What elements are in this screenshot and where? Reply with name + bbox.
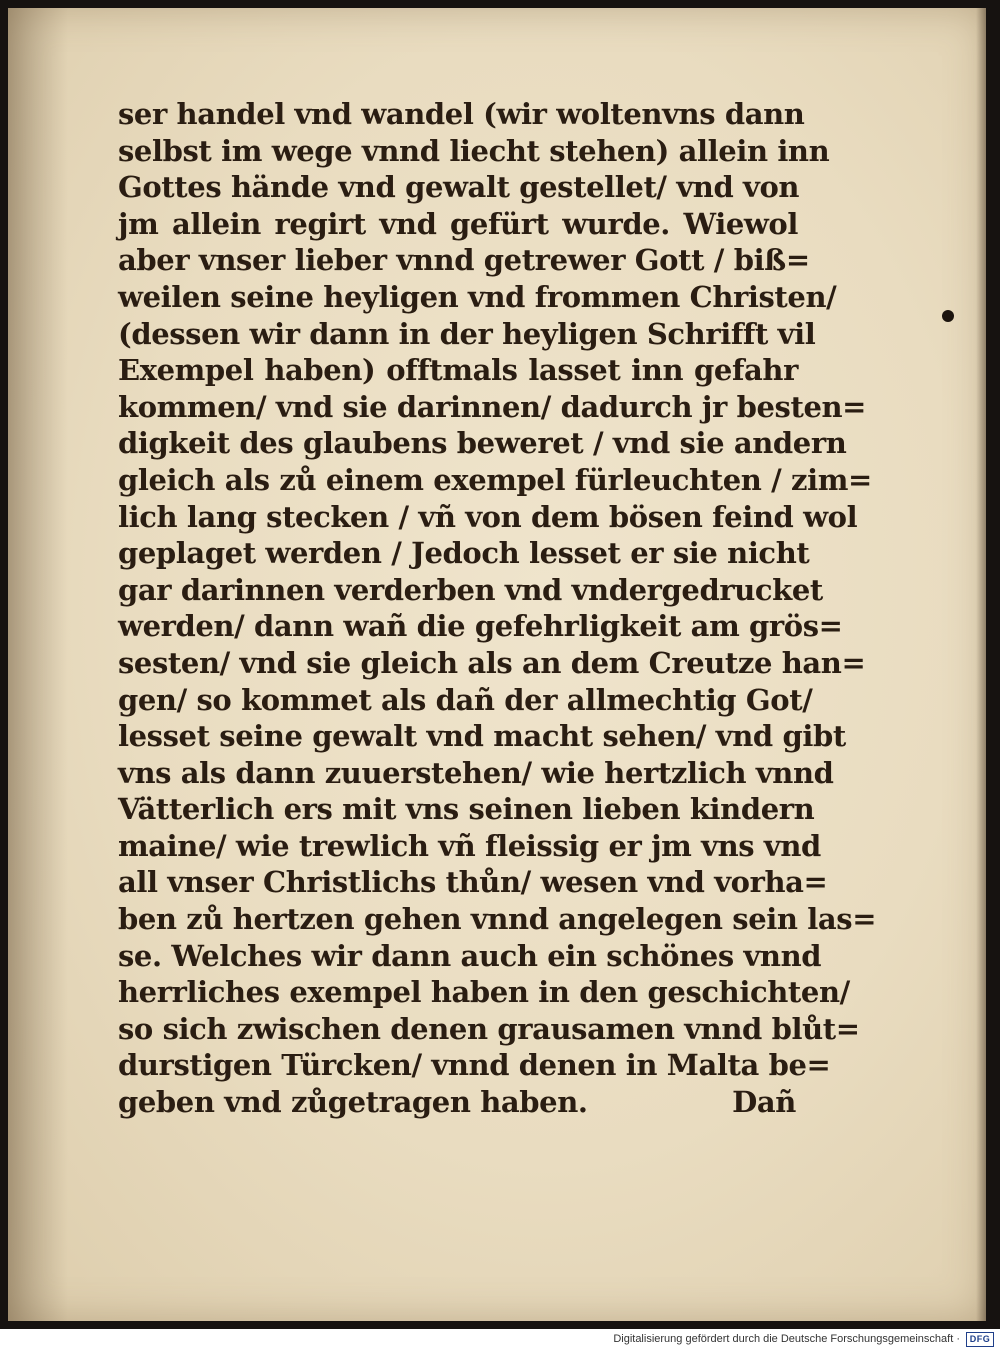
catchword: Dañ bbox=[732, 1085, 796, 1120]
text-line: all vnser Christlichs thůn/ wesen vnd vorha= bbox=[118, 865, 828, 900]
text-line: gleich als zů einem exempel fürleuchten / zim= bbox=[118, 462, 872, 497]
book-page bbox=[8, 8, 986, 1321]
text-line: gen/ so kommet als dañ der allmechtig Got/ bbox=[118, 682, 813, 717]
text-line: vns als dann zuuerstehen/ wie hertzlich vnnd bbox=[118, 755, 834, 790]
text-line: lesset seine gewalt vnd macht sehen/ vnd gibt bbox=[118, 719, 846, 754]
text-line-last bbox=[118, 1084, 798, 1121]
page-text bbox=[118, 96, 877, 1121]
text-line: ser handel vnd wandel (wir woltenvns dann bbox=[118, 97, 805, 131]
text-line: ben zů hertzen gehen vnnd angelegen sein las= bbox=[118, 902, 877, 937]
text-line: maine/ wie trewlich vñ fleissig er jm vns vnd bbox=[118, 828, 821, 863]
text-line: lich lang stecken / vñ von dem bösen feind wol bbox=[118, 499, 858, 534]
text-line: gar darinnen verderben vnd vndergedrucket bbox=[118, 572, 823, 607]
gutter-shadow bbox=[8, 8, 68, 1321]
text-line: so sich zwischen denen grausamen vnnd blůt= bbox=[118, 1011, 860, 1046]
text-line: geplaget werden / Jedoch lesset er sie nicht bbox=[118, 536, 810, 571]
text-line: herrliches exempel haben in den geschichten/ bbox=[118, 975, 850, 1010]
text-line: Exempel haben) offtmals lasset inn gefahr bbox=[118, 353, 798, 388]
dfg-logo-icon: DFG bbox=[966, 1332, 994, 1347]
page-edge bbox=[976, 8, 986, 1321]
ink-mark bbox=[942, 310, 954, 322]
text-line: Vätterlich ers mit vns seinen lieben kindern bbox=[118, 792, 815, 827]
footer-credit: Digitalisierung gefördert durch die Deutsche Forschungsgemeinschaft · bbox=[613, 1333, 960, 1345]
text-line: kommen/ vnd sie darinnen/ dadurch jr besten= bbox=[118, 389, 867, 424]
text-line: durstigen Türcken/ vnnd denen in Malta be= bbox=[118, 1048, 831, 1083]
text-line: werden/ dann wañ die gefehrligkeit am grös= bbox=[118, 609, 843, 644]
text-line: (dessen wir dann in der heyligen Schrifft vil bbox=[118, 316, 816, 351]
text-line: digkeit des glaubens beweret / vnd sie andern bbox=[118, 426, 847, 461]
text-line: selbst im wege vnnd liecht stehen) allein inn bbox=[118, 133, 830, 168]
text-line: weilen seine heyligen vnd frommen Christen/ bbox=[118, 279, 837, 314]
text-line: jm allein regirt vnd gefürt wurde. Wiewol bbox=[118, 206, 798, 241]
text-line-last-content: geben vnd zůgetragen haben. bbox=[118, 1085, 588, 1120]
text-line: se. Welches wir dann auch ein schönes vnnd bbox=[118, 938, 822, 973]
footer-bar bbox=[0, 1329, 1000, 1351]
text-line: Gottes hände vnd gewalt gestellet/ vnd von bbox=[118, 170, 800, 205]
text-line: aber vnser lieber vnnd getrewer Gott / biß= bbox=[118, 243, 810, 278]
text-line: sesten/ vnd sie gleich als an dem Creutze han= bbox=[118, 645, 866, 680]
